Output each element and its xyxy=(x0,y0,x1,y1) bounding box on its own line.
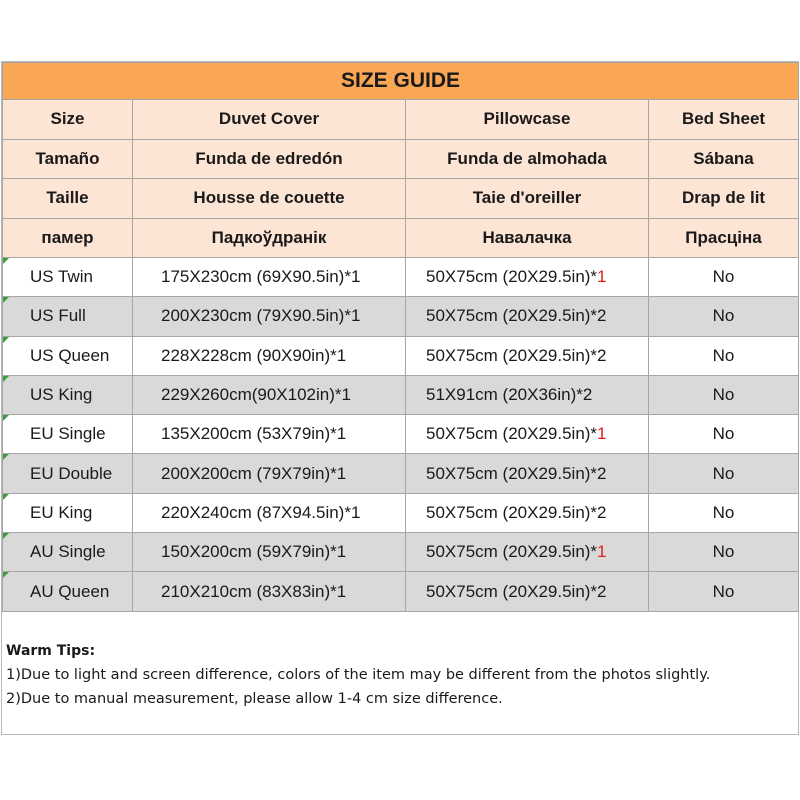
pillowcase-size: 50X75cm (20X29.5in)* xyxy=(426,463,598,483)
header-cell-bed-sheet: Drap de lit xyxy=(649,179,799,219)
table-row xyxy=(3,533,799,572)
header-cell-pillowcase: Pillowcase xyxy=(406,100,649,140)
table-row xyxy=(3,572,799,611)
pillowcase-cell xyxy=(406,297,649,336)
header-cell-size: Size xyxy=(3,100,133,140)
size-cell: US Full xyxy=(3,297,133,336)
bed-sheet-cell: No xyxy=(649,415,799,454)
pillowcase-cell xyxy=(406,533,649,572)
pillowcase-quantity: 1 xyxy=(597,424,607,444)
table-row xyxy=(3,258,799,297)
table-row xyxy=(3,454,799,493)
table-row xyxy=(3,493,799,532)
header-cell-pillowcase: Taie d'oreiller xyxy=(406,179,649,219)
header-row xyxy=(3,100,799,140)
duvet-cover-cell: 135X200cm (53X79in)*1 xyxy=(133,415,406,454)
header-cell-duvet-cover: Housse de couette xyxy=(133,179,406,219)
size-cell: US Twin xyxy=(3,258,133,297)
pillowcase-size: 50X75cm (20X29.5in)* xyxy=(426,306,598,326)
duvet-cover-cell: 229X260cm(90X102in)*1 xyxy=(133,375,406,414)
bed-sheet-cell: No xyxy=(649,258,799,297)
title-row xyxy=(3,63,799,100)
pillowcase-size: 50X75cm (20X29.5in)* xyxy=(426,267,598,287)
pillowcase-quantity: 2 xyxy=(597,463,607,483)
header-cell-duvet-cover: Funda de edredón xyxy=(133,139,406,179)
table-title: SIZE GUIDE xyxy=(3,63,799,100)
pillowcase-cell xyxy=(406,415,649,454)
table-row xyxy=(3,375,799,414)
pillowcase-size: 51X91cm (20X36in)* xyxy=(426,385,583,405)
bed-sheet-cell: No xyxy=(649,297,799,336)
table-row xyxy=(3,336,799,375)
duvet-cover-cell: 220X240cm (87X94.5in)*1 xyxy=(133,493,406,532)
header-row xyxy=(3,139,799,179)
table-row xyxy=(3,297,799,336)
bed-sheet-cell: No xyxy=(649,533,799,572)
pillowcase-size: 50X75cm (20X29.5in)* xyxy=(426,345,598,365)
header-cell-size: памер xyxy=(3,218,133,258)
pillowcase-cell xyxy=(406,454,649,493)
pillowcase-quantity: 2 xyxy=(597,581,607,601)
bed-sheet-cell: No xyxy=(649,375,799,414)
bed-sheet-cell: No xyxy=(649,572,799,611)
duvet-cover-cell: 200X230cm (79X90.5in)*1 xyxy=(133,297,406,336)
pillowcase-size: 50X75cm (20X29.5in)* xyxy=(426,542,598,562)
warm-tip-line: 1)Due to light and screen difference, colors of the item may be different from the photos slightly. xyxy=(6,667,711,683)
size-cell: AU Single xyxy=(3,533,133,572)
size-cell: EU King xyxy=(3,493,133,532)
header-cell-bed-sheet: Bed Sheet xyxy=(649,100,799,140)
duvet-cover-cell: 200X200cm (79X79in)*1 xyxy=(133,454,406,493)
duvet-cover-cell: 175X230cm (69X90.5in)*1 xyxy=(133,258,406,297)
header-cell-bed-sheet: Sábana xyxy=(649,139,799,179)
pillowcase-cell xyxy=(406,336,649,375)
bed-sheet-cell: No xyxy=(649,336,799,375)
duvet-cover-cell: 150X200cm (59X79in)*1 xyxy=(133,533,406,572)
header-cell-bed-sheet: Прасціна xyxy=(649,218,799,258)
bed-sheet-cell: No xyxy=(649,454,799,493)
pillowcase-cell xyxy=(406,375,649,414)
header-cell-duvet-cover: Duvet Cover xyxy=(133,100,406,140)
pillowcase-quantity: 1 xyxy=(597,542,607,562)
header-row xyxy=(3,218,799,258)
bed-sheet-cell: No xyxy=(649,493,799,532)
header-cell-pillowcase: Навалачка xyxy=(406,218,649,258)
table-row xyxy=(3,415,799,454)
pillowcase-size: 50X75cm (20X29.5in)* xyxy=(426,502,598,522)
warm-tips xyxy=(6,639,786,711)
size-cell: EU Double xyxy=(3,454,133,493)
duvet-cover-cell: 210X210cm (83X83in)*1 xyxy=(133,572,406,611)
pillowcase-quantity: 1 xyxy=(597,267,607,287)
pillowcase-cell xyxy=(406,258,649,297)
pillowcase-quantity: 2 xyxy=(582,385,593,405)
size-cell: EU Single xyxy=(3,415,133,454)
size-guide-panel xyxy=(1,61,799,735)
pillowcase-cell xyxy=(406,572,649,611)
pillowcase-size: 50X75cm (20X29.5in)* xyxy=(426,581,598,601)
pillowcase-quantity: 2 xyxy=(597,345,607,365)
size-cell: US King xyxy=(3,375,133,414)
duvet-cover-cell: 228X228cm (90X90in)*1 xyxy=(133,336,406,375)
header-cell-size: Tamaño xyxy=(3,139,133,179)
size-cell: US Queen xyxy=(3,336,133,375)
header-row xyxy=(3,179,799,219)
header-cell-pillowcase: Funda de almohada xyxy=(406,139,649,179)
warm-tips-title: Warm Tips: xyxy=(6,643,96,659)
warm-tip-line: 2)Due to manual measurement, please allow 1-4 cm size difference. xyxy=(6,691,503,707)
pillowcase-cell xyxy=(406,493,649,532)
pillowcase-quantity: 2 xyxy=(597,502,607,522)
pillowcase-quantity: 2 xyxy=(597,306,607,326)
header-cell-size: Taille xyxy=(3,179,133,219)
size-cell: AU Queen xyxy=(3,572,133,611)
size-guide-table xyxy=(2,62,799,612)
header-cell-duvet-cover: Падкоўдранік xyxy=(133,218,406,258)
pillowcase-size: 50X75cm (20X29.5in)* xyxy=(426,424,598,444)
